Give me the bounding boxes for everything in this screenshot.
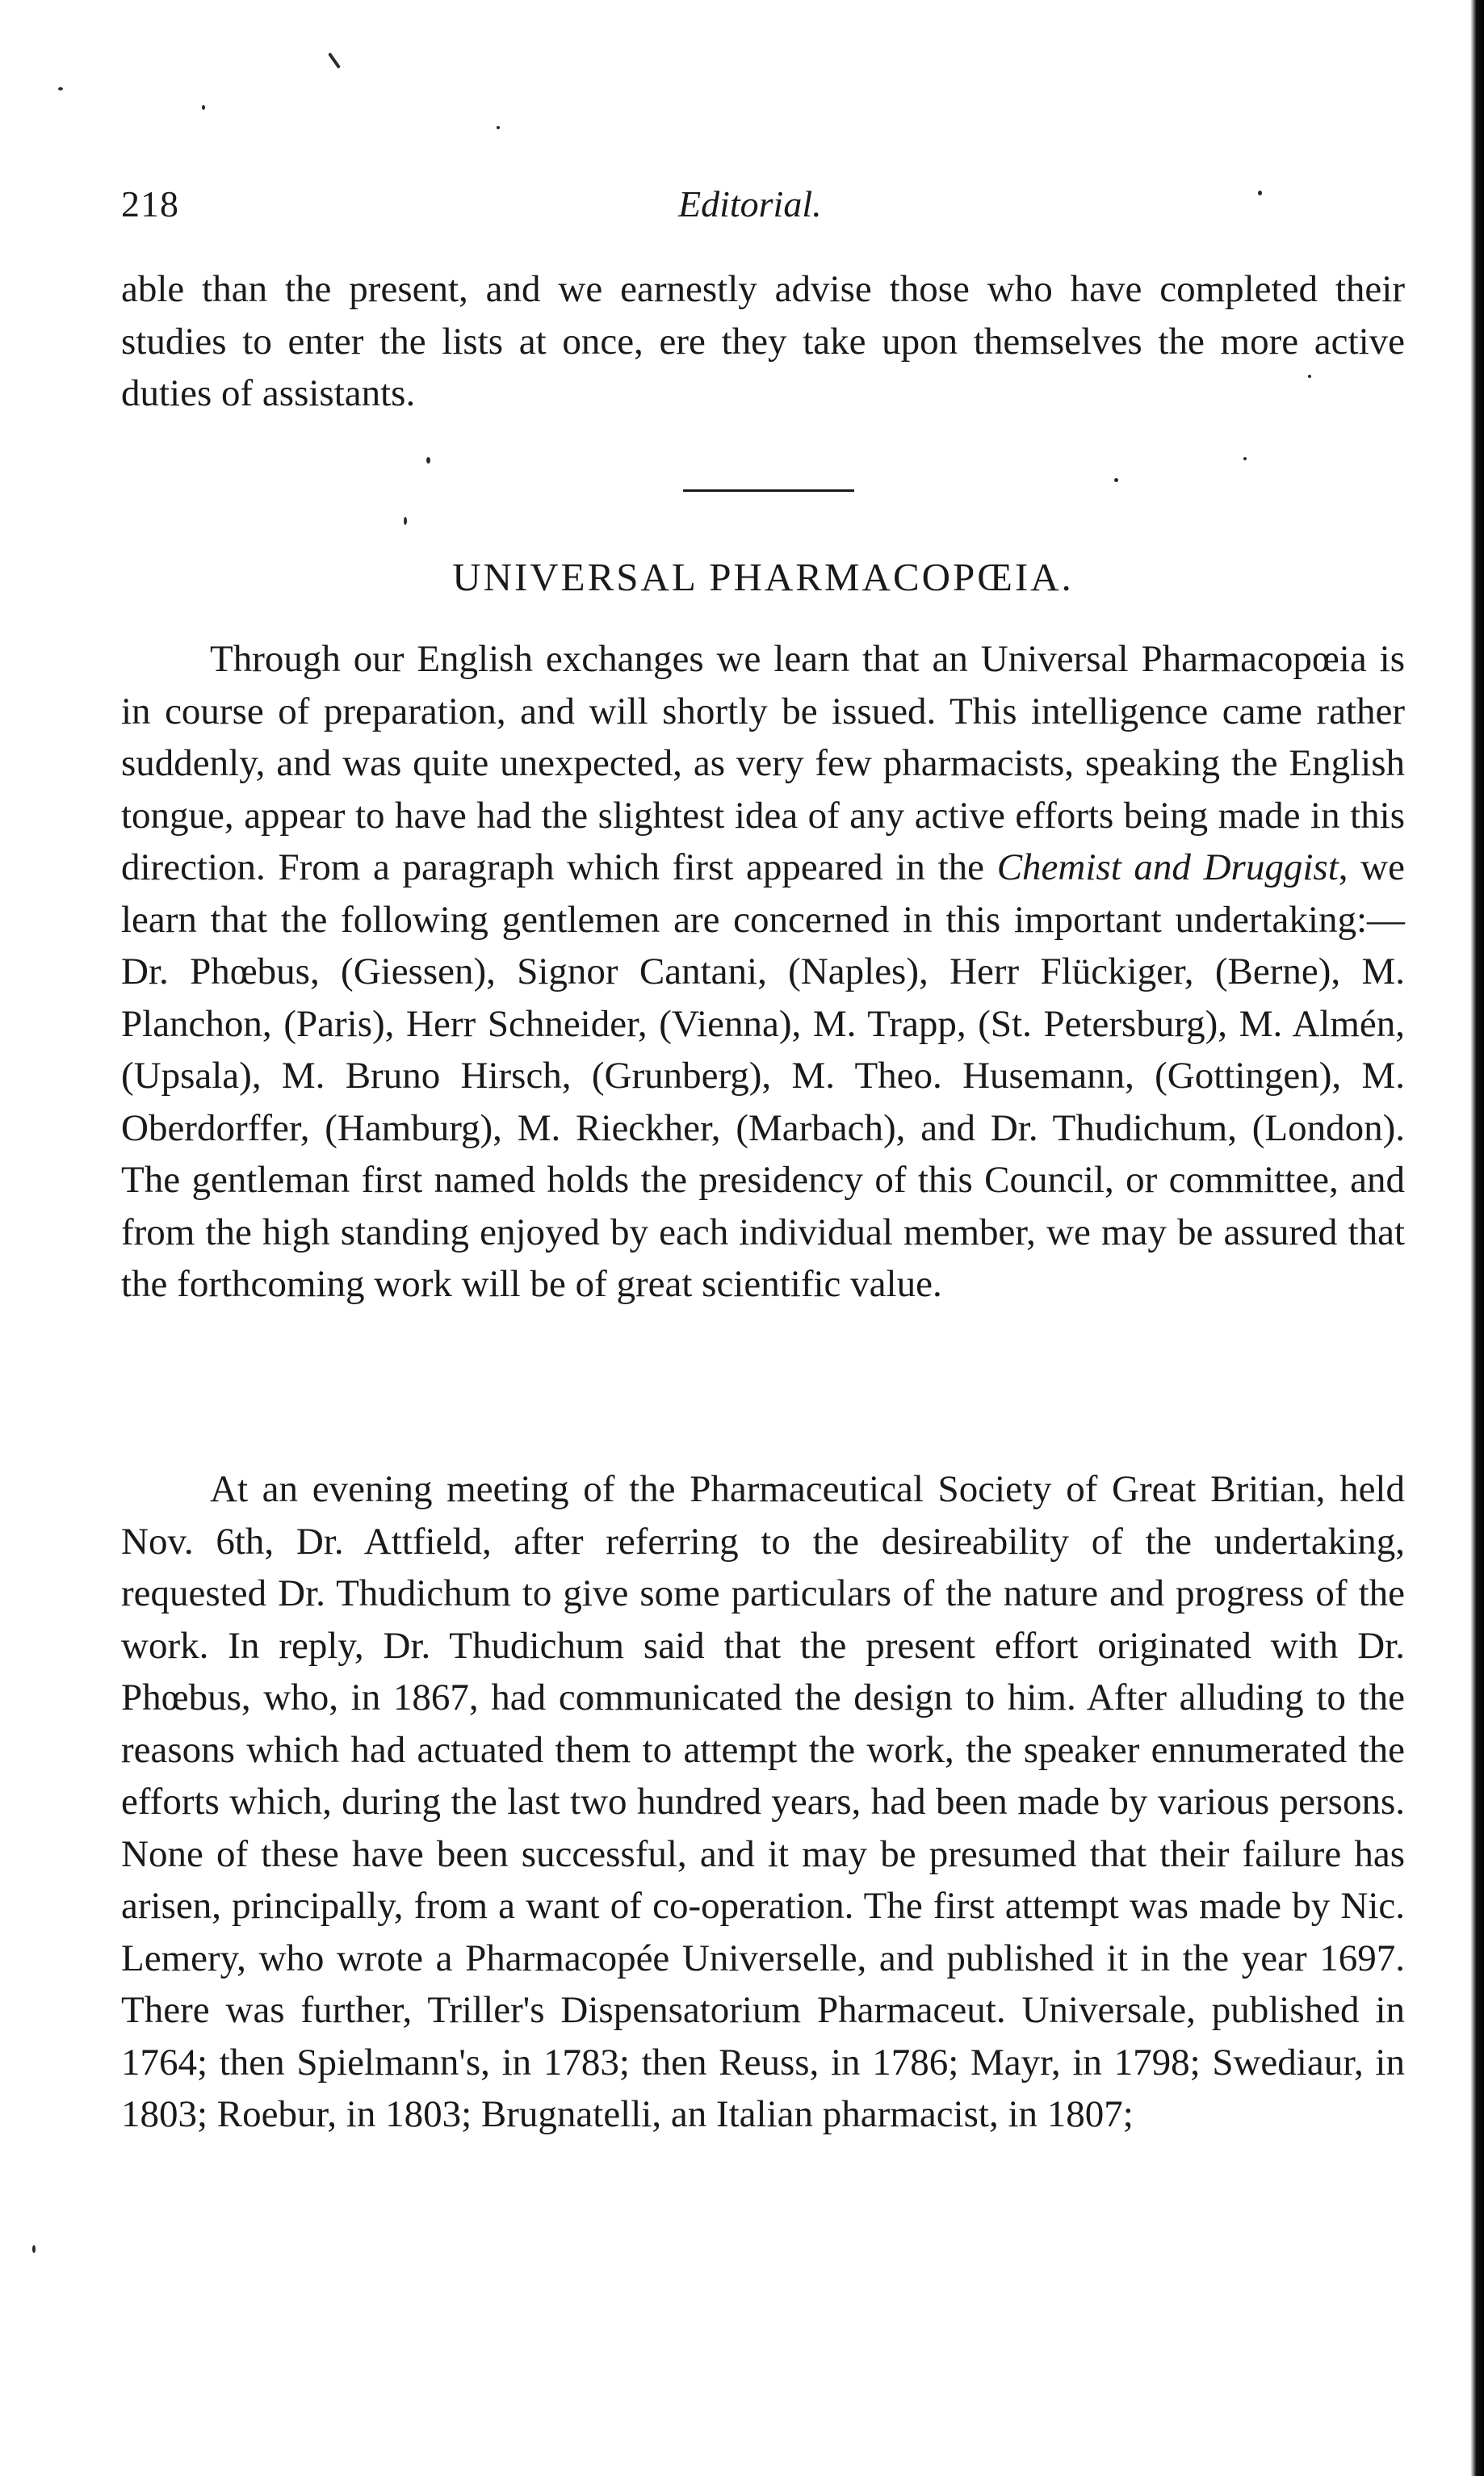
paragraph-1-text-end: , we learn that the following gentlemen are concerned in this important undertaking:—Dr. Phœbus, (Giessen), Signor Cantani, (Naples), Herr Flückiger, (Berne), M. Planchon, (Paris), Herr Schneider, (Vienna), M. Trapp, (St. Petersburg), M. Almén, (Upsala), M. Bruno Hirsch, (Grunberg), M. Theo. Husemann, (Gottingen), M. Oberdorffer, (Hamburg), M. Rieckher, (Marbach), and Dr. Thudichum, (London). The gentleman first named holds the presidency of this Council, or committee, and from the high standing enjoyed by each individual member, we may be assured that the forthcoming work will be of great scientific value.: [121, 846, 1405, 1305]
page-edge-shadow: [1465, 0, 1484, 2476]
paragraph-1-text-start: Through our English exchanges we learn that an Universal Pharmacopœia is in course of preparation, and will shortly be issued. This intelligence came rather suddenly, and was quite unexpected, as very few pharmacists, speaking the English tongue, appear to have had the slightest idea of any active efforts being made in this direction. From a paragraph which first appeared in the: [121, 638, 1405, 888]
scan-speck: [1114, 478, 1118, 482]
paragraph-1: [121, 633, 1405, 1311]
scan-speck: [58, 87, 63, 90]
scan-speck: [497, 126, 500, 129]
paragraph-2: At an evening meeting of the Pharmaceutical Society of Great Britian, held Nov. 6th, Dr. Attfield, after referring to the desireability of the undertaking, requested Dr. Thudichum to give some particulars of the nature and progress of the work. In reply, Dr. Thudichum said that the present effort originated with Dr. Phœbus, who, in 1867, had communicated the design to him. After alluding to the reasons which had actuated them to attempt the work, the speaker ennumerated the efforts which, during the last two hundred years, had been made by various persons. None of these have been successful, and it may be presumed that their failure has arisen, principally, from a want of co-operation. The first attempt was made by Nic. Lemery, who wrote a Pharmacopée Universelle, and published it in the year 1697. There was further, Triller's Dispensatorium Pharmaceut. Universale, published in 1764; then Spielmann's, in 1783; then Reuss, in 1786; Mayr, in 1798; Swediaur, in 1803; Roebur, in 1803; Brugnatelli, an Italian pharmacist, in 1807;: [121, 1468, 1405, 2135]
scan-speck: [328, 52, 341, 69]
scan-speck: [32, 2245, 36, 2253]
page-header: [121, 183, 1405, 231]
continuation-paragraph: able than the present, and we earnestly advise those who have completed their studies to enter the lists at once, ere they take upon themselves the more active duties of assistants.: [121, 268, 1405, 414]
scan-speck: [426, 457, 430, 464]
running-head: Editorial.: [678, 183, 822, 225]
publication-title: Chemist and Druggist: [996, 846, 1339, 888]
section-title: UNIVERSAL PHARMACOPŒIA.: [452, 555, 1074, 599]
section-divider: [683, 489, 854, 492]
scan-speck: [1243, 457, 1247, 460]
scan-speck: [404, 517, 407, 525]
scan-speck: [202, 105, 205, 110]
page-number: 218: [121, 183, 179, 225]
